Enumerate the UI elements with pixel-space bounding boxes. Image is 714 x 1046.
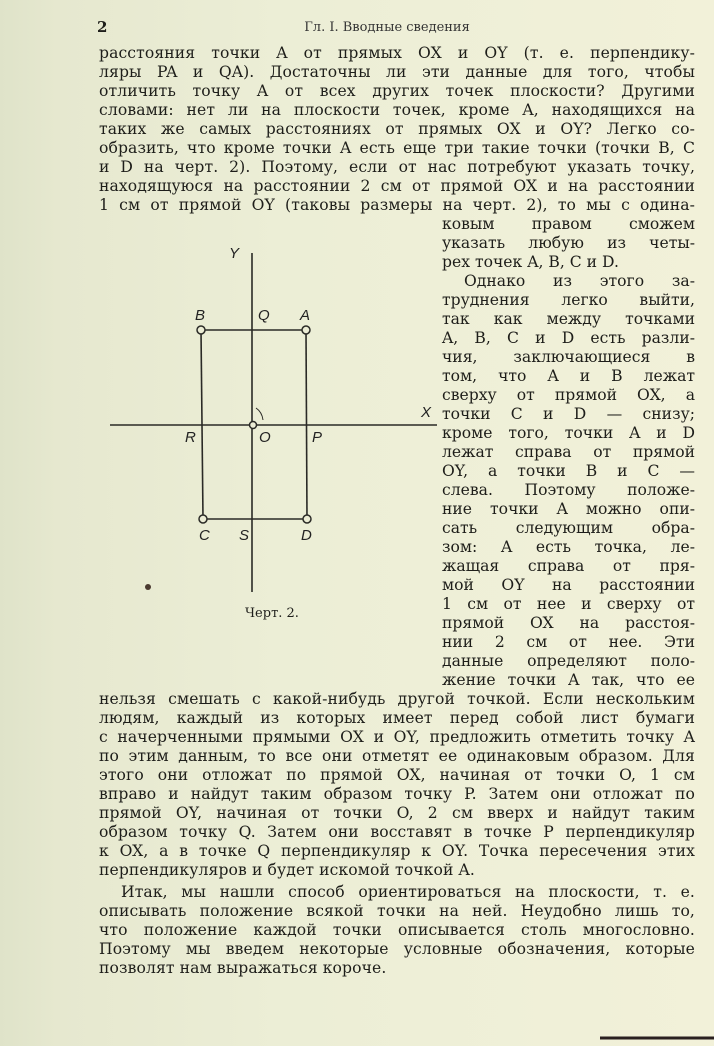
right-column-line: слева. Поэтому положе- (442, 481, 695, 499)
right-column-line: так как между точками (442, 310, 695, 328)
line-bc (201, 330, 203, 519)
text-line: находящуюся на расстоянии 2 см от прямой OX и на расстоянии (99, 177, 695, 195)
right-column-line: зом: A есть точка, ле- (442, 538, 695, 556)
right-column-line: Однако из этого за- (464, 272, 695, 290)
right-column-line: рех точек A, B, C и D. (442, 253, 619, 271)
right-column-line: кроме того, точки A и D (442, 424, 695, 442)
label-o: O (259, 429, 271, 446)
point-d-marker (303, 515, 311, 523)
label-a: A (300, 307, 311, 324)
label-b: B (195, 307, 206, 324)
running-head: Гл. I. Вводные сведения (304, 20, 470, 35)
right-column-line: сать следующим обра- (442, 519, 695, 537)
text-line: 1 см от прямой OY (таковы размеры на черт. 2), то мы с одина- (99, 196, 695, 214)
right-column-line: ние точки A можно опи- (442, 500, 695, 518)
page-number: 2 (97, 18, 108, 36)
ink-spot (145, 584, 151, 590)
text-line: описывать положение всякой точки на ней. Неудобно лишь то, (99, 902, 695, 920)
text-line: и D на черт. 2). Поэтому, если от нас потребуют указать точку, (99, 158, 695, 176)
right-column-line: ковым правом сможем (442, 215, 695, 233)
right-column-line: чия, заключающиеся в (442, 348, 695, 366)
text-line: что положение каждой точки описывается столь многословно. (99, 921, 695, 939)
text-line: образить, что кроме точки A есть еще три такие точки (точки B, C (99, 139, 695, 157)
right-column-line: мой OY на расстоянии (442, 576, 695, 594)
label-d: D (301, 527, 312, 544)
right-column-line: точки C и D — снизу; (442, 405, 695, 423)
right-column-line: 1 см от нее и сверху от (442, 595, 695, 613)
right-column-line: том, что A и B лежат (442, 367, 695, 385)
y-axis-label: Y (229, 245, 240, 262)
text-line: вправо и найдут таким образом точку P. Затем они отложат по (99, 785, 695, 803)
text-line: перпендикуляров и будет искомой точкой A. (99, 861, 475, 879)
text-line: ляры PA и QA). Достаточны ли эти данные для того, чтобы (99, 63, 695, 81)
text-line: с начерченными прямыми OX и OY, предложить отметить точку A (99, 728, 695, 746)
text-line: этого они отложат по прямой OX, начиная от точки O, 1 см (99, 766, 695, 784)
text-line: позволят нам выражаться короче. (99, 959, 387, 977)
point-a-marker (302, 326, 310, 334)
x-axis-label: X (421, 404, 432, 421)
right-column-line: жение точки A так, что ее (442, 671, 695, 689)
right-column-line: труднения легко выйти, (442, 291, 695, 309)
point-o-marker (250, 422, 257, 429)
text-line: к OX, а в точке Q перпендикуляр к OY. Точка пересечения этих (99, 842, 695, 860)
right-column-line: жащая справа от пря- (442, 557, 695, 575)
right-column-line: OY, а точки B и C — (442, 462, 695, 480)
label-s: S (239, 527, 250, 544)
right-column-line: A, B, C и D есть разли- (442, 329, 695, 347)
right-column-line: прямой OX на расстоя- (442, 614, 695, 632)
right-column-line: указать любую из четы- (442, 234, 695, 252)
text-line: по этим данным, то все они отметят ее одинаковым образом. Для (99, 747, 695, 765)
right-column-line: лежат справа от прямой (442, 443, 695, 461)
angle-mark (256, 408, 263, 420)
diagram-lines (110, 253, 437, 592)
label-r: R (185, 429, 196, 446)
label-c: C (199, 527, 210, 544)
right-column-line: нии 2 см от нее. Эти (442, 633, 695, 651)
right-column-line: данные определяют поло- (442, 652, 695, 670)
text-line: прямой OY, начиная от точки O, 2 см вверх и найдут таким (99, 804, 695, 822)
text-line: отличить точку A от всех других точек плоскости? Другими (99, 82, 695, 100)
text-line: людям, каждый из которых имеет перед собой лист бумаги (99, 709, 695, 727)
point-c-marker (199, 515, 207, 523)
point-b-marker (197, 326, 205, 334)
text-line: образом точку Q. Затем они восставят в точке P перпендикуляр (99, 823, 695, 841)
right-column-line: сверху от прямой OX, а (442, 386, 695, 404)
text-line: расстояния точки A от прямых OX и OY (т. е. перпендику- (99, 44, 695, 62)
text-line: Итак, мы нашли способ ориентироваться на плоскости, т. е. (121, 883, 695, 901)
text-line: Поэтому мы введем некоторые условные обозначения, которые (99, 940, 695, 958)
line-ad (306, 330, 307, 519)
text-line: словами: нет ли на плоскости точек, кроме A, находящихся на (99, 101, 695, 119)
text-line: таких же самых расстояниях от прямых OX и OY? Легко со- (99, 120, 695, 138)
text-line: нельзя смешать с какой-нибудь другой точкой. Если нескольким (99, 690, 695, 708)
label-q: Q (258, 307, 270, 324)
label-p: P (312, 429, 323, 446)
figure-caption: Черт. 2. (245, 606, 299, 621)
